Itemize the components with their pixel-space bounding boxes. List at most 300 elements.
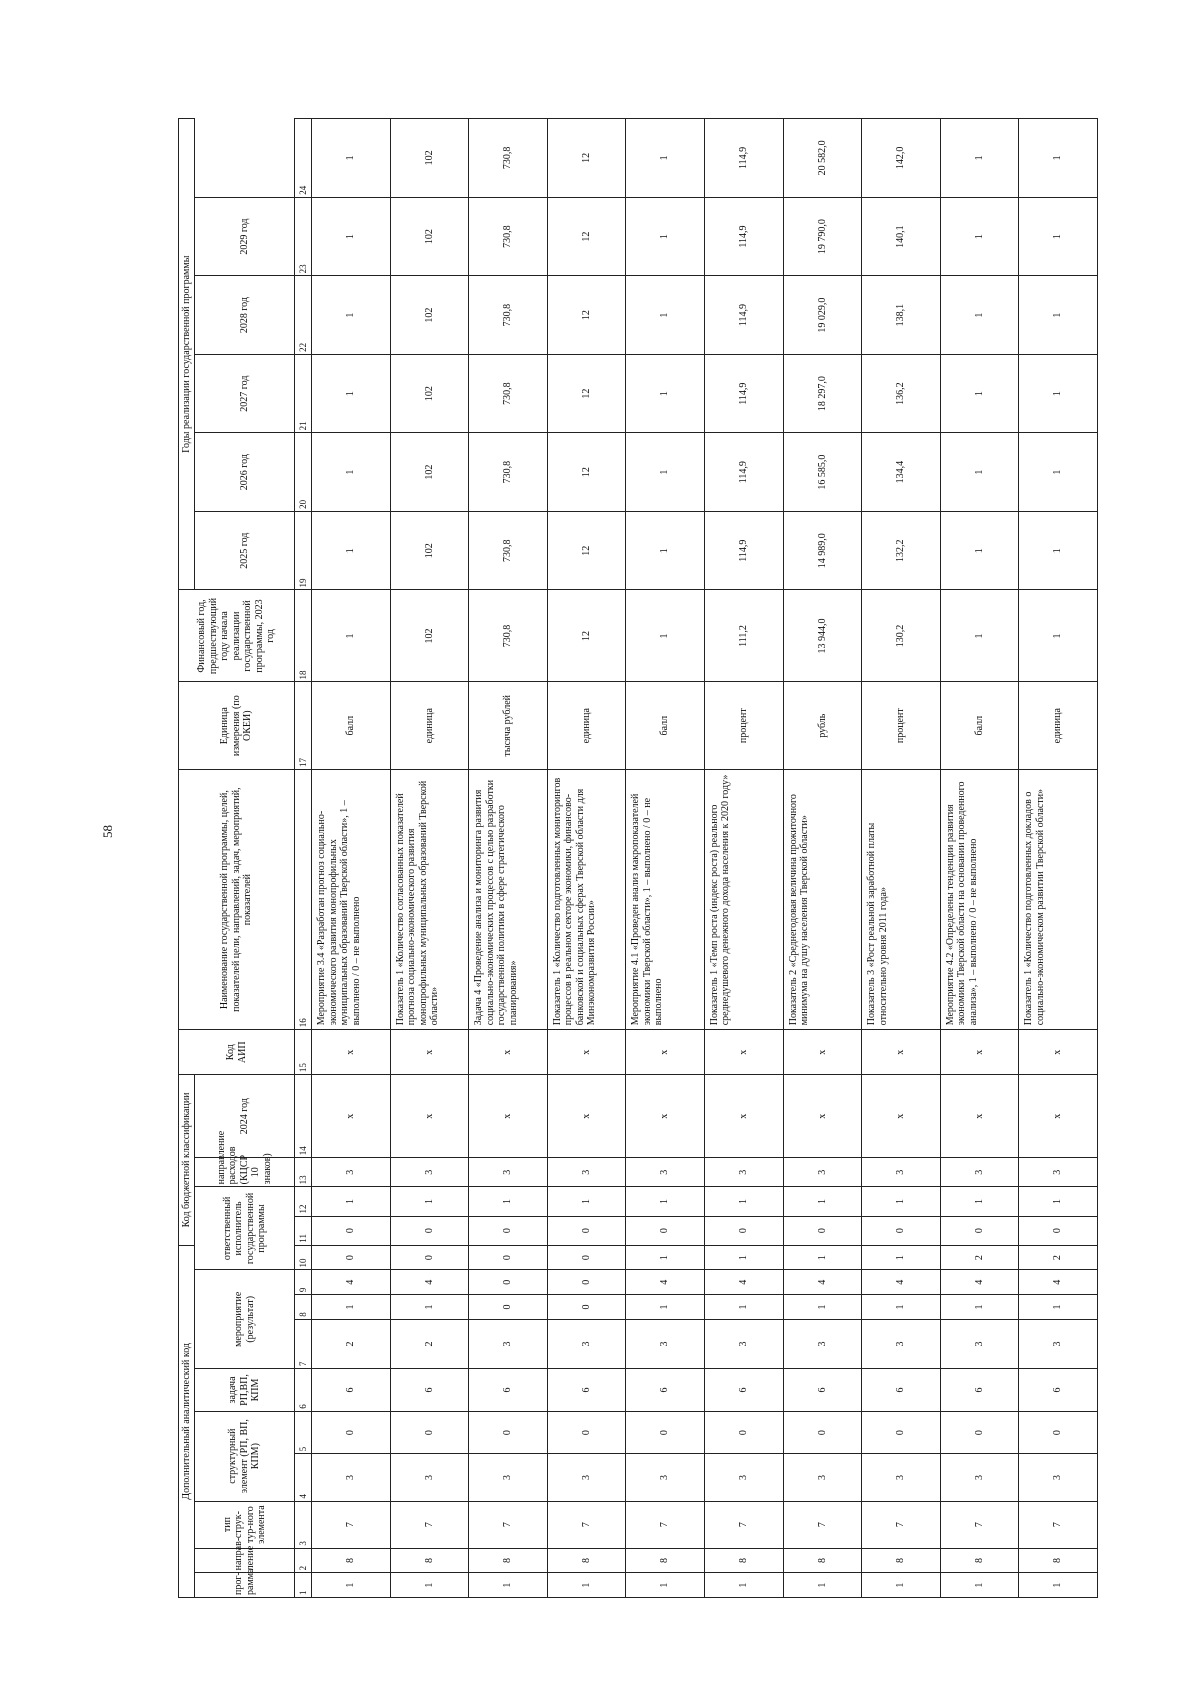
cell-c5: 0 — [862, 1411, 941, 1454]
cell-c13: 3 — [312, 1158, 391, 1187]
cell-c10: 0 — [469, 1245, 548, 1270]
cell-c5: 0 — [626, 1411, 705, 1454]
cell-y2029: 1 — [312, 119, 391, 198]
cell-c10: 1 — [704, 1245, 783, 1270]
table-row — [390, 119, 469, 1598]
header-additional-code: Дополнительный аналитический код — [179, 1245, 195, 1597]
table-body — [312, 119, 1098, 1598]
cell-y2024: 1 — [626, 511, 705, 590]
cell-c3: 7 — [469, 1501, 548, 1548]
header-year-2025: 2025 год — [195, 511, 295, 590]
cell-unit: балл — [626, 682, 705, 770]
cell-c15: х — [940, 1030, 1019, 1075]
cell-base: 13 944,0 — [783, 590, 862, 682]
cell-y2028: 1 — [312, 197, 391, 276]
cell-unit: процент — [704, 682, 783, 770]
header-task: задача РП,ВП, КПМ — [195, 1369, 295, 1412]
cell-c2: 8 — [390, 1548, 469, 1573]
cell-c12: 1 — [783, 1187, 862, 1216]
cell-c4: 3 — [862, 1454, 941, 1501]
cell-c15: х — [469, 1030, 548, 1075]
header-budget-code: Код бюджетной классификации — [179, 1075, 195, 1246]
column-number-row — [295, 119, 312, 1598]
cell-c13: 3 — [1019, 1158, 1098, 1187]
cell-c6: 6 — [469, 1369, 548, 1412]
cell-y2029: 20 582,0 — [783, 119, 862, 198]
cell-y2024: 102 — [390, 511, 469, 590]
cell-base: 1 — [312, 590, 391, 682]
cell-y2028: 102 — [390, 197, 469, 276]
cell-c3: 7 — [704, 1501, 783, 1548]
cell-c14: х — [1019, 1075, 1098, 1158]
cell-name: Показатель 1 «Количество подготовленных докладов о социально-экономическом развитии Тверской области» — [1019, 769, 1098, 1029]
header-struct-element: структурный элемент (РП, ВП, КПМ) — [195, 1411, 295, 1501]
cell-c1: 1 — [783, 1573, 862, 1598]
cell-y2029: 1 — [1019, 119, 1098, 198]
cell-c11: 0 — [626, 1216, 705, 1245]
cell-c12: 1 — [547, 1187, 626, 1216]
cell-name: Мероприятие 4.2 «Определены тенденции развития экономики Тверской области на основании проведенного анализа», 1 – выполнено / 0 – не выполнено — [940, 769, 1019, 1029]
cell-c3: 7 — [312, 1501, 391, 1548]
column-number: 3 — [295, 1501, 312, 1548]
cell-c7: 2 — [390, 1319, 469, 1368]
cell-c10: 1 — [783, 1245, 862, 1270]
cell-c13: 3 — [390, 1158, 469, 1187]
cell-unit: единица — [1019, 682, 1098, 770]
rotated-table-container — [178, 118, 1098, 1598]
column-number: 2 — [295, 1548, 312, 1573]
cell-c14: х — [469, 1075, 548, 1158]
cell-y2028: 114,9 — [704, 197, 783, 276]
column-number: 7 — [295, 1319, 312, 1368]
cell-c13: 3 — [940, 1158, 1019, 1187]
header-activity: мероприятие (результат) — [195, 1270, 295, 1369]
cell-base: 1 — [1019, 590, 1098, 682]
cell-y2024: 1 — [1019, 511, 1098, 590]
column-number: 23 — [295, 197, 312, 276]
cell-c4: 3 — [390, 1454, 469, 1501]
cell-name: Показатель 1 «Темп роста (индекс роста) реального среднедушевого денежного дохода населения к 2020 году» — [704, 769, 783, 1029]
cell-c3: 7 — [1019, 1501, 1098, 1548]
cell-c2: 8 — [783, 1548, 862, 1573]
cell-base: 730,8 — [469, 590, 548, 682]
cell-y2024: 14 989,0 — [783, 511, 862, 590]
cell-y2029: 1 — [940, 119, 1019, 198]
cell-c4: 3 — [547, 1454, 626, 1501]
cell-name: Показатель 1 «Количество подготовленных мониторингов процессов в реальном секторе экономики, финансово-банковской и социальных сферах Тверской области для Минэкономразвития России» — [547, 769, 626, 1029]
cell-name: Задача 4 «Проведение анализа и мониторинга развития социально-экономических процессов с целью разработки государственной политики в сфере стратегического планирования» — [469, 769, 548, 1029]
cell-c6: 6 — [704, 1369, 783, 1412]
cell-c11: 0 — [390, 1216, 469, 1245]
cell-c14: х — [390, 1075, 469, 1158]
cell-c2: 8 — [1019, 1548, 1098, 1573]
cell-c8: 1 — [390, 1295, 469, 1320]
cell-c9: 0 — [547, 1270, 626, 1295]
cell-y2026: 1 — [312, 354, 391, 433]
header-direction: направ-ление — [195, 1548, 295, 1573]
table-row — [469, 119, 548, 1598]
cell-base: 111,2 — [704, 590, 783, 682]
cell-c12: 1 — [390, 1187, 469, 1216]
cell-c10: 1 — [626, 1245, 705, 1270]
column-number: 14 — [295, 1075, 312, 1158]
cell-unit: единица — [547, 682, 626, 770]
cell-c8: 1 — [626, 1295, 705, 1320]
cell-unit: единица — [390, 682, 469, 770]
cell-c5: 0 — [547, 1411, 626, 1454]
cell-y2024: 1 — [940, 511, 1019, 590]
cell-c10: 0 — [390, 1245, 469, 1270]
column-number: 15 — [295, 1030, 312, 1075]
cell-name: Показатель 3 «Рост реальной заработной платы относительно уровня 2011 года» — [862, 769, 941, 1029]
column-number: 17 — [295, 682, 312, 770]
cell-c1: 1 — [469, 1573, 548, 1598]
cell-c5: 0 — [783, 1411, 862, 1454]
header-base-year: Финансовый год, предшествующий году начала реализации государственной программы, 2023 год — [179, 590, 295, 682]
cell-c5: 0 — [390, 1411, 469, 1454]
column-number: 8 — [295, 1295, 312, 1320]
cell-c11: 0 — [940, 1216, 1019, 1245]
cell-c15: х — [312, 1030, 391, 1075]
cell-c3: 7 — [626, 1501, 705, 1548]
column-number: 4 — [295, 1454, 312, 1501]
cell-c15: х — [547, 1030, 626, 1075]
cell-c6: 6 — [390, 1369, 469, 1412]
column-number: 5 — [295, 1411, 312, 1454]
cell-c8: 1 — [1019, 1295, 1098, 1320]
cell-c1: 1 — [626, 1573, 705, 1598]
page-number: 58 — [100, 825, 115, 838]
cell-c13: 3 — [783, 1158, 862, 1187]
cell-y2025: 134,4 — [862, 433, 941, 512]
cell-c14: х — [547, 1075, 626, 1158]
cell-c12: 1 — [940, 1187, 1019, 1216]
cell-c2: 8 — [940, 1548, 1019, 1573]
cell-y2026: 1 — [1019, 354, 1098, 433]
cell-c6: 6 — [547, 1369, 626, 1412]
cell-base: 102 — [390, 590, 469, 682]
cell-y2024: 730,8 — [469, 511, 548, 590]
header-year-2027: 2027 год — [195, 354, 295, 433]
cell-c8: 1 — [862, 1295, 941, 1320]
cell-c6: 6 — [626, 1369, 705, 1412]
column-number: 21 — [295, 354, 312, 433]
header-unit: Единица измерения (по ОКЕИ) — [179, 682, 295, 770]
cell-c15: х — [390, 1030, 469, 1075]
cell-c12: 1 — [469, 1187, 548, 1216]
cell-c10: 0 — [547, 1245, 626, 1270]
cell-y2027: 1 — [940, 276, 1019, 355]
cell-y2026: 18 297,0 — [783, 354, 862, 433]
cell-c7: 3 — [1019, 1319, 1098, 1368]
cell-c1: 1 — [1019, 1573, 1098, 1598]
cell-c9: 4 — [704, 1270, 783, 1295]
cell-c2: 8 — [469, 1548, 548, 1573]
table-row — [626, 119, 705, 1598]
cell-y2028: 730,8 — [469, 197, 548, 276]
cell-c10: 1 — [862, 1245, 941, 1270]
cell-y2029: 114,9 — [704, 119, 783, 198]
cell-c9: 4 — [390, 1270, 469, 1295]
cell-y2027: 1 — [1019, 276, 1098, 355]
cell-c8: 0 — [469, 1295, 548, 1320]
header-year-2029: 2029 год — [195, 197, 295, 276]
cell-c11: 0 — [547, 1216, 626, 1245]
cell-y2025: 16 585,0 — [783, 433, 862, 512]
cell-c15: х — [862, 1030, 941, 1075]
cell-y2026: 102 — [390, 354, 469, 433]
cell-c9: 4 — [626, 1270, 705, 1295]
table-row — [862, 119, 941, 1598]
cell-c4: 3 — [704, 1454, 783, 1501]
cell-c5: 0 — [1019, 1411, 1098, 1454]
cell-c12: 1 — [1019, 1187, 1098, 1216]
cell-c11: 0 — [1019, 1216, 1098, 1245]
cell-c9: 4 — [312, 1270, 391, 1295]
cell-c10: 2 — [940, 1245, 1019, 1270]
cell-c12: 1 — [862, 1187, 941, 1216]
cell-c7: 3 — [783, 1319, 862, 1368]
cell-y2025: 1 — [1019, 433, 1098, 512]
cell-y2026: 12 — [547, 354, 626, 433]
cell-c7: 3 — [704, 1319, 783, 1368]
cell-name: Показатель 1 «Количество согласованных показателей прогноза социально-экономического развития монопрофильных муниципальных образований Тверской области» — [390, 769, 469, 1029]
column-number: 16 — [295, 769, 312, 1029]
cell-c12: 1 — [312, 1187, 391, 1216]
cell-unit: процент — [862, 682, 941, 770]
cell-c1: 1 — [312, 1573, 391, 1598]
cell-c7: 3 — [862, 1319, 941, 1368]
cell-c1: 1 — [862, 1573, 941, 1598]
cell-base: 1 — [940, 590, 1019, 682]
table-row — [704, 119, 783, 1598]
cell-y2029: 102 — [390, 119, 469, 198]
cell-c6: 6 — [940, 1369, 1019, 1412]
cell-c7: 3 — [547, 1319, 626, 1368]
cell-c15: х — [783, 1030, 862, 1075]
cell-c6: 6 — [312, 1369, 391, 1412]
cell-c8: 0 — [547, 1295, 626, 1320]
cell-c14: х — [312, 1075, 391, 1158]
cell-name: Мероприятие 4.1 «Проведен анализ макропоказателей экономики Тверской области», 1 – выполнено / 0 – не выполнено — [626, 769, 705, 1029]
cell-c3: 7 — [862, 1501, 941, 1548]
cell-y2026: 1 — [940, 354, 1019, 433]
cell-unit: рубль — [783, 682, 862, 770]
cell-c1: 1 — [704, 1573, 783, 1598]
column-number: 20 — [295, 433, 312, 512]
cell-y2025: 730,8 — [469, 433, 548, 512]
cell-c14: х — [704, 1075, 783, 1158]
cell-c5: 0 — [469, 1411, 548, 1454]
cell-y2026: 1 — [626, 354, 705, 433]
cell-c7: 2 — [312, 1319, 391, 1368]
cell-y2024: 114,9 — [704, 511, 783, 590]
cell-y2025: 12 — [547, 433, 626, 512]
cell-c2: 8 — [704, 1548, 783, 1573]
column-number: 13 — [295, 1158, 312, 1187]
cell-c11: 0 — [312, 1216, 391, 1245]
header-program: прог-рамма — [195, 1573, 295, 1598]
cell-c10: 2 — [1019, 1245, 1098, 1270]
cell-c4: 3 — [1019, 1454, 1098, 1501]
cell-c8: 1 — [783, 1295, 862, 1320]
cell-c4: 3 — [469, 1454, 548, 1501]
cell-unit: тысяча рублей — [469, 682, 548, 770]
cell-c9: 4 — [783, 1270, 862, 1295]
cell-c14: х — [862, 1075, 941, 1158]
cell-c11: 0 — [783, 1216, 862, 1245]
cell-c6: 6 — [783, 1369, 862, 1412]
column-number: 18 — [295, 590, 312, 682]
cell-c7: 3 — [626, 1319, 705, 1368]
cell-c9: 4 — [862, 1270, 941, 1295]
cell-c14: х — [626, 1075, 705, 1158]
cell-y2027: 138,1 — [862, 276, 941, 355]
cell-c8: 1 — [312, 1295, 391, 1320]
cell-y2027: 12 — [547, 276, 626, 355]
cell-y2028: 1 — [1019, 197, 1098, 276]
cell-y2025: 1 — [940, 433, 1019, 512]
cell-c1: 1 — [547, 1573, 626, 1598]
header-year-2026: 2026 год — [195, 433, 295, 512]
column-number: 6 — [295, 1369, 312, 1412]
cell-c6: 6 — [862, 1369, 941, 1412]
header-aip: Код АИП — [179, 1030, 295, 1075]
cell-c2: 8 — [312, 1548, 391, 1573]
cell-c5: 0 — [704, 1411, 783, 1454]
table-row — [312, 119, 391, 1598]
cell-c1: 1 — [940, 1573, 1019, 1598]
cell-y2029: 730,8 — [469, 119, 548, 198]
cell-c8: 1 — [704, 1295, 783, 1320]
header-years-group: Годы реализации государственной программы — [179, 119, 195, 590]
cell-c10: 0 — [312, 1245, 391, 1270]
cell-c2: 8 — [626, 1548, 705, 1573]
cell-c3: 7 — [783, 1501, 862, 1548]
cell-y2027: 730,8 — [469, 276, 548, 355]
cell-y2026: 730,8 — [469, 354, 548, 433]
cell-c4: 3 — [783, 1454, 862, 1501]
cell-y2028: 1 — [940, 197, 1019, 276]
cell-base: 1 — [626, 590, 705, 682]
cell-c7: 3 — [469, 1319, 548, 1368]
cell-c3: 7 — [547, 1501, 626, 1548]
cell-c2: 8 — [547, 1548, 626, 1573]
cell-c4: 3 — [626, 1454, 705, 1501]
column-number: 12 — [295, 1187, 312, 1216]
cell-c14: х — [783, 1075, 862, 1158]
header-year-2028: 2028 год — [195, 276, 295, 355]
cell-c15: х — [704, 1030, 783, 1075]
cell-y2029: 12 — [547, 119, 626, 198]
cell-y2029: 1 — [626, 119, 705, 198]
cell-c3: 7 — [390, 1501, 469, 1548]
column-number: 24 — [295, 119, 312, 198]
cell-c12: 1 — [626, 1187, 705, 1216]
table-row — [940, 119, 1019, 1598]
cell-y2025: 1 — [312, 433, 391, 512]
program-indicators-table — [178, 118, 1098, 1598]
column-number: 1 — [295, 1573, 312, 1598]
cell-c11: 0 — [704, 1216, 783, 1245]
cell-c4: 3 — [940, 1454, 1019, 1501]
cell-base: 12 — [547, 590, 626, 682]
cell-base: 130,2 — [862, 590, 941, 682]
column-number: 19 — [295, 511, 312, 590]
header-name: Наименование государственной программы, целей, показателей цели, направлений, задач, мероприятий, показателей — [179, 769, 295, 1029]
header-year-2024: 2024 год — [195, 1075, 295, 1158]
cell-c5: 0 — [940, 1411, 1019, 1454]
cell-c13: 3 — [862, 1158, 941, 1187]
cell-y2025: 1 — [626, 433, 705, 512]
cell-unit: балл — [312, 682, 391, 770]
cell-y2028: 19 790,0 — [783, 197, 862, 276]
cell-c9: 4 — [1019, 1270, 1098, 1295]
cell-c12: 1 — [704, 1187, 783, 1216]
cell-c15: х — [626, 1030, 705, 1075]
header-executor: ответственный исполнитель государственной программы — [195, 1187, 295, 1270]
table-row — [1019, 119, 1098, 1598]
cell-y2028: 1 — [626, 197, 705, 276]
column-number: 11 — [295, 1216, 312, 1245]
cell-c2: 8 — [862, 1548, 941, 1573]
cell-y2027: 102 — [390, 276, 469, 355]
cell-y2026: 136,2 — [862, 354, 941, 433]
cell-c14: х — [940, 1075, 1019, 1158]
cell-y2024: 12 — [547, 511, 626, 590]
cell-unit: балл — [940, 682, 1019, 770]
cell-c11: 0 — [469, 1216, 548, 1245]
table-row — [547, 119, 626, 1598]
header-struct-type: тип струк-тур-ного элемента — [195, 1501, 295, 1548]
cell-y2027: 114,9 — [704, 276, 783, 355]
cell-c5: 0 — [312, 1411, 391, 1454]
cell-y2028: 12 — [547, 197, 626, 276]
cell-c9: 0 — [469, 1270, 548, 1295]
cell-c13: 3 — [626, 1158, 705, 1187]
cell-y2024: 1 — [312, 511, 391, 590]
cell-c3: 7 — [940, 1501, 1019, 1548]
cell-y2027: 1 — [626, 276, 705, 355]
cell-y2029: 142,0 — [862, 119, 941, 198]
cell-name: Показатель 2 «Среднегодовая величина прожиточного минимума на душу населения Тверской области» — [783, 769, 862, 1029]
cell-c13: 3 — [547, 1158, 626, 1187]
table-row — [783, 119, 862, 1598]
cell-y2027: 19 029,0 — [783, 276, 862, 355]
cell-y2025: 114,9 — [704, 433, 783, 512]
cell-y2026: 114,9 — [704, 354, 783, 433]
cell-c11: 0 — [862, 1216, 941, 1245]
column-number: 9 — [295, 1270, 312, 1295]
cell-c7: 3 — [940, 1319, 1019, 1368]
cell-c4: 3 — [312, 1454, 391, 1501]
cell-c13: 3 — [469, 1158, 548, 1187]
column-number: 10 — [295, 1245, 312, 1270]
cell-c15: х — [1019, 1030, 1098, 1075]
cell-c1: 1 — [390, 1573, 469, 1598]
cell-name: Мероприятие 3.4 «Разработан прогноз социально-экономического развития монопрофильных муниципальных образований Тверской области», 1 – выполнено / 0 – не выполнено — [312, 769, 391, 1029]
cell-y2024: 132,2 — [862, 511, 941, 590]
cell-y2027: 1 — [312, 276, 391, 355]
cell-c6: 6 — [1019, 1369, 1098, 1412]
cell-y2028: 140,1 — [862, 197, 941, 276]
column-number: 22 — [295, 276, 312, 355]
cell-c9: 4 — [940, 1270, 1019, 1295]
header-expense-direction: направление расходов (КЦСР 10 знаков) — [195, 1158, 295, 1187]
cell-y2025: 102 — [390, 433, 469, 512]
cell-c8: 1 — [940, 1295, 1019, 1320]
cell-c13: 3 — [704, 1158, 783, 1187]
